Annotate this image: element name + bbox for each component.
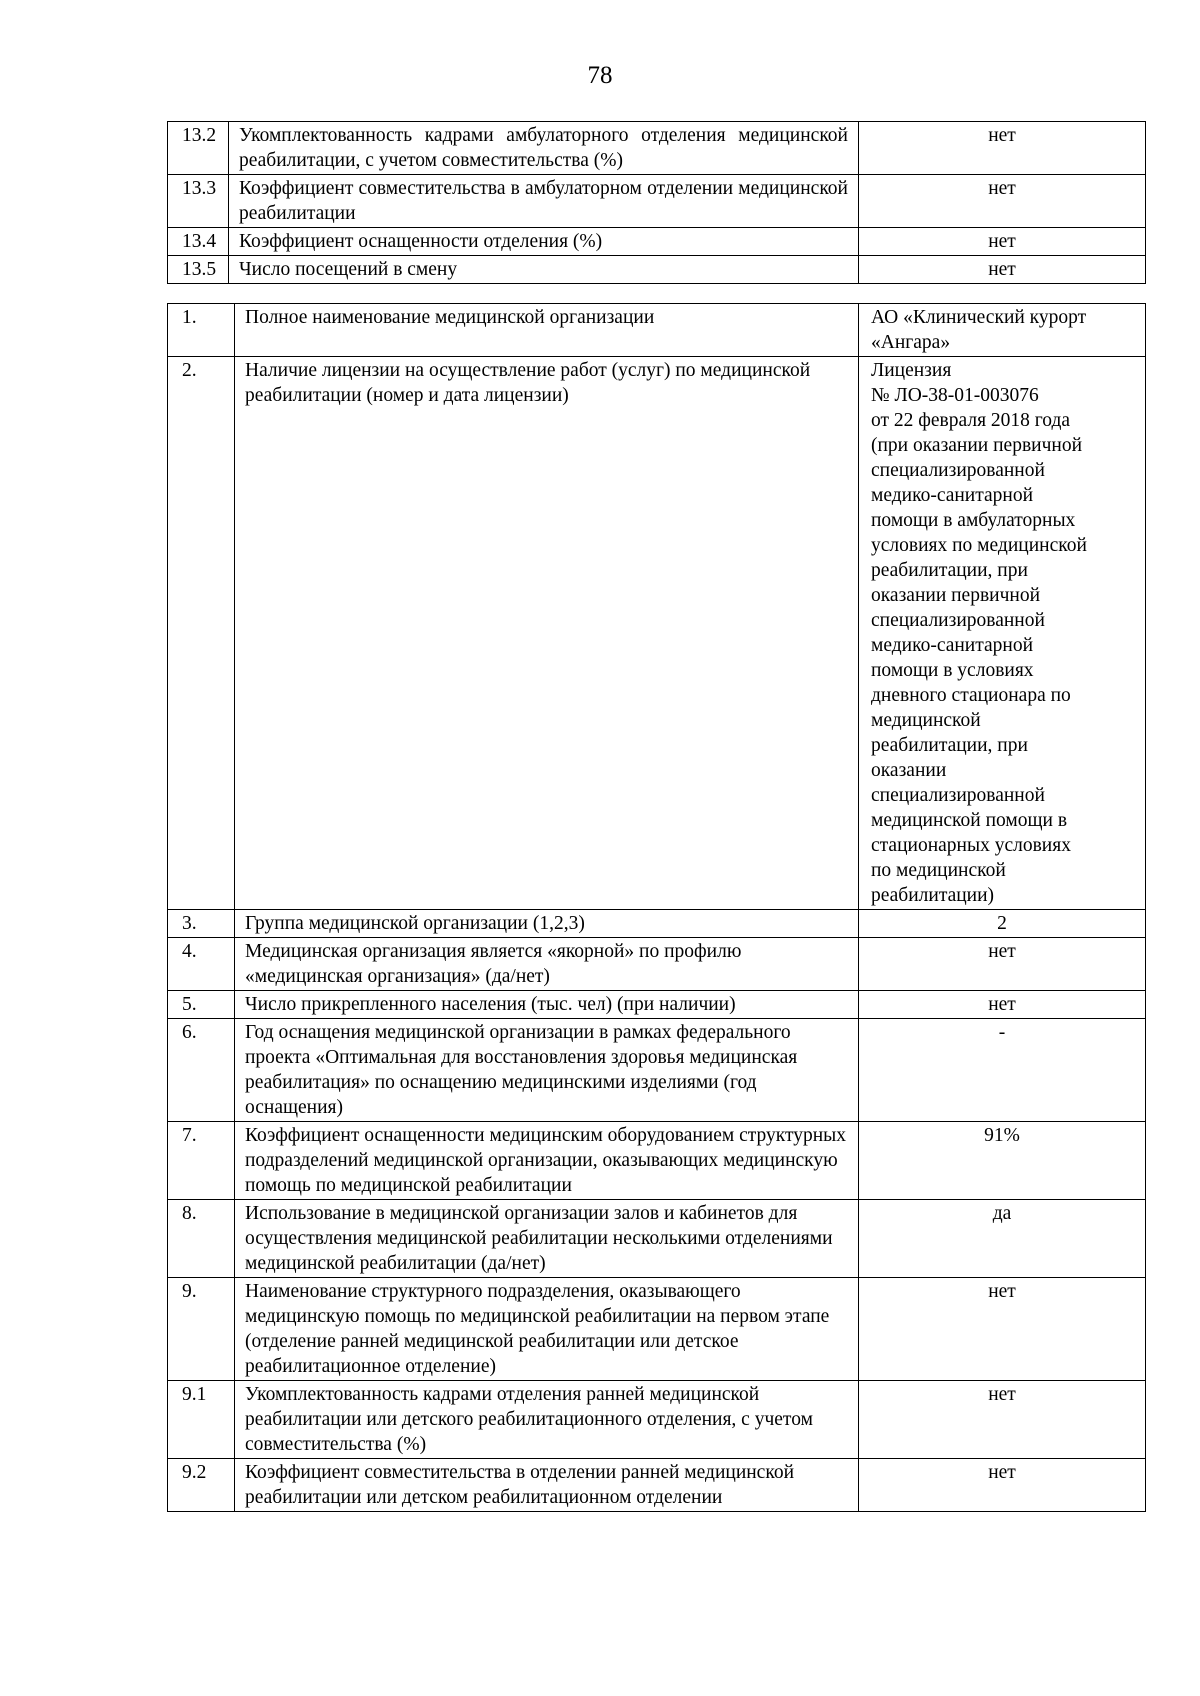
license-line: оказании первичной — [871, 585, 1041, 606]
license-line: медицинской — [871, 710, 981, 731]
row-value: нет — [859, 1278, 1146, 1381]
row-number: 5. — [168, 991, 235, 1019]
row-number: 3. — [168, 910, 235, 938]
page-number: 78 — [587, 62, 613, 89]
medical-organization-table — [167, 303, 1146, 1512]
row-value: - — [859, 1019, 1146, 1122]
row-value: нет — [859, 1381, 1146, 1459]
row-description: Коэффициент оснащенности медицинским оборудованием структурных подразделений медицинской организации, оказывающих медицинскую помощь по медицинской реабилитации — [235, 1122, 859, 1200]
license-line: условиях по медицинской — [871, 535, 1087, 556]
row-number: 2. — [168, 357, 235, 910]
table-row — [168, 1278, 1146, 1381]
row-description: Медицинская организация является «якорной» по профилю «медицинская организация» (да/нет) — [235, 938, 859, 991]
row-value: 2 — [859, 910, 1146, 938]
license-line: специализированной — [871, 610, 1045, 631]
row-description: Укомплектованность кадрами амбулаторного отделения медицинской реабилитации, с учетом совместительства (%) — [229, 122, 859, 175]
table-row — [168, 304, 1146, 357]
row-number: 4. — [168, 938, 235, 991]
license-line: медико-санитарной — [871, 635, 1034, 656]
license-line: дневного стационара по — [871, 685, 1071, 706]
row-description: Использование в медицинской организации залов и кабинетов для осуществления медицинской реабилитации несколькими отделениями медицинской реабилитации (да/нет) — [235, 1200, 859, 1278]
row-value: 91% — [859, 1122, 1146, 1200]
table-row — [168, 910, 1146, 938]
license-value — [859, 357, 1146, 910]
table-row — [168, 1459, 1146, 1512]
row-description: Коэффициент оснащенности отделения (%) — [229, 228, 859, 256]
row-description: Число прикрепленного населения (тыс. чел) (при наличии) — [235, 991, 859, 1019]
row-value: нет — [859, 1459, 1146, 1512]
row-number: 9. — [168, 1278, 235, 1381]
row-number: 13.5 — [168, 256, 229, 284]
license-line: специализированной — [871, 785, 1045, 806]
row-description: Коэффициент совместительства в амбулаторном отделении медицинской реабилитации — [229, 175, 859, 228]
license-line: от 22 февраля 2018 года — [871, 410, 1071, 431]
license-line: помощи в амбулаторных — [871, 510, 1076, 531]
indicators-table-continued — [167, 121, 1146, 284]
table-row — [168, 228, 1146, 256]
license-line: № ЛО-38-01-003076 — [871, 385, 1039, 406]
row-description: Число посещений в смену — [229, 256, 859, 284]
license-line: по медицинской — [871, 860, 1006, 881]
row-value: нет — [859, 256, 1146, 284]
table-row — [168, 938, 1146, 991]
row-number: 13.4 — [168, 228, 229, 256]
license-line: медицинской помощи в — [871, 810, 1068, 831]
row-description: Наличие лицензии на осуществление работ (услуг) по медицинской реабилитации (номер и дата лицензии) — [235, 357, 859, 910]
table-row — [168, 175, 1146, 228]
license-line: помощи в условиях — [871, 660, 1034, 681]
row-description: Группа медицинской организации (1,2,3) — [235, 910, 859, 938]
row-value: нет — [859, 938, 1146, 991]
row-value: нет — [859, 991, 1146, 1019]
table-row — [168, 1200, 1146, 1278]
row-value: нет — [859, 228, 1146, 256]
license-line: реабилитации, при — [871, 560, 1028, 581]
row-value: нет — [859, 122, 1146, 175]
row-description: Год оснащения медицинской организации в рамках федерального проекта «Оптимальная для восстановления здоровья медицинская реабилитация» по оснащению медицинскими изделиями (год оснащения) — [235, 1019, 859, 1122]
row-number: 9.1 — [168, 1381, 235, 1459]
license-line: (при оказании первичной — [871, 435, 1083, 456]
row-number: 13.2 — [168, 122, 229, 175]
table-row — [168, 256, 1146, 284]
table-row — [168, 991, 1146, 1019]
table-row — [168, 1122, 1146, 1200]
row-number: 9.2 — [168, 1459, 235, 1512]
row-value: да — [859, 1200, 1146, 1278]
row-description: Полное наименование медицинской организации — [235, 304, 859, 357]
row-description: Коэффициент совместительства в отделении ранней медицинской реабилитации или детском реабилитационном отделении — [235, 1459, 859, 1512]
license-line: стационарных условиях — [871, 835, 1071, 856]
license-line: Лицензия — [871, 360, 952, 381]
table-row — [168, 122, 1146, 175]
table-row — [168, 1381, 1146, 1459]
license-line: оказании — [871, 760, 947, 781]
row-description: Укомплектованность кадрами отделения ранней медицинской реабилитации или детского реабилитационного отделения, с учетом совместительства (%) — [235, 1381, 859, 1459]
row-description: Наименование структурного подразделения, оказывающего медицинскую помощь по медицинской реабилитации на первом этапе (отделение ранней медицинской реабилитации или детское реабилитационное отделение) — [235, 1278, 859, 1381]
row-value: АО «Клинический курорт «Ангара» — [859, 304, 1146, 357]
license-line: реабилитации, при — [871, 735, 1028, 756]
license-line: медико-санитарной — [871, 485, 1034, 506]
row-number: 7. — [168, 1122, 235, 1200]
row-number: 6. — [168, 1019, 235, 1122]
table-row — [168, 357, 1146, 910]
license-line: специализированной — [871, 460, 1045, 481]
row-number: 13.3 — [168, 175, 229, 228]
row-value: нет — [859, 175, 1146, 228]
row-number: 1. — [168, 304, 235, 357]
table-row — [168, 1019, 1146, 1122]
license-line: реабилитации) — [871, 885, 995, 906]
row-number: 8. — [168, 1200, 235, 1278]
